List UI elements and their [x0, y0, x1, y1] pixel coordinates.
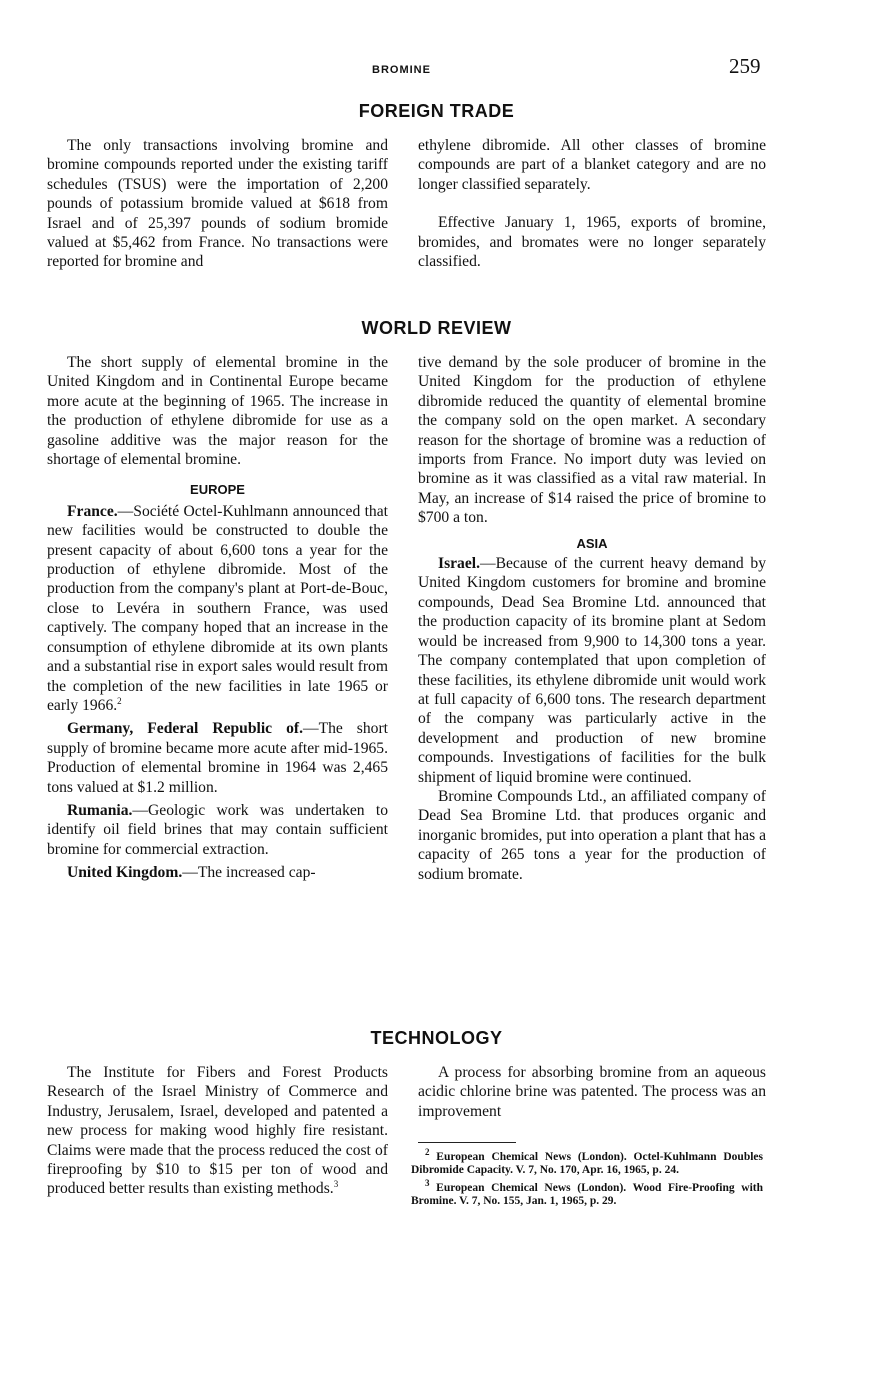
paragraph-uk [47, 863, 388, 882]
paragraph-israel [418, 554, 766, 787]
world-review-left-column [47, 353, 388, 883]
paragraph-intro: The short supply of elemental bromine in the United Kingdom and in Continental Europe became more acute at the beginning of 1965. The increase in the production of ethylene dibromide for use as a gasoline additive was the major reason for the shortage of elemental bromine. [47, 354, 388, 469]
footnote [411, 1178, 764, 1207]
foreign-trade-left-column [47, 136, 388, 272]
page-number: 259 [729, 54, 761, 78]
technology-left-column [47, 1063, 388, 1199]
paragraph: A process for absorbing bromine from an aqueous acidic chlorine brine was patented. The process was an improvement [418, 1064, 766, 1120]
paragraph-text: —Geologic work was undertaken to identify oil field brines that may contain sufficient bromine for commercial extraction. [47, 801, 388, 858]
paragraph-rumania [47, 801, 388, 859]
world-review-right-column [418, 353, 766, 884]
paragraph-uk-continued: tive demand by the sole producer of bromine in the United Kingdom for the production of ethylene dibromide reduced the quantity of elemental bromine the company sold on the open market. A secondary reason for the shortage of bromine was a reduction of imports from France. No import duty was levied on bromine as it was classified as a vital raw material. In May, an increase of $14 raised the price of bromine to $700 a ton. [418, 354, 766, 527]
running-title: BROMINE [372, 64, 431, 76]
paragraph: The only transactions involving bromine and bromine compounds reported under the existing tariff schedules (TSUS) were the importation of 2,200 pounds of potassium bromide valued at $618 from Israel and of 25,397 pounds of sodium bromide valued at $5,462 from France. No transactions were reported for bromine and [47, 137, 388, 271]
paragraph: ethylene dibromide. All other classes of bromine compounds are part of a blanket category and are no longer classified separately. [418, 137, 766, 193]
footnote-ref: 3 [333, 1179, 339, 1190]
run-in-head: Rumania. [67, 801, 133, 819]
paragraph-text: —The short supply of bromine became more acute after mid-1965. Production of elemental bromine in 1964 was 2,465 tons valued at $1.2 million. [47, 720, 388, 796]
paragraph: Effective January 1, 1965, exports of bromine, bromides, and bromates were no longer separately classified. [418, 214, 766, 271]
section-heading-world-review: WORLD REVIEW [361, 318, 512, 338]
footnote-text: European Chemical News (London). Octel-Kuhlmann Doubles Dibromide Capacity. V. 7, No. 170, Apr. 16, 1965, p. 24. [411, 1151, 763, 1176]
footnotes [411, 1147, 764, 1213]
run-in-head: United Kingdom. [67, 864, 183, 882]
run-in-head: France. [67, 502, 118, 520]
run-in-head: Israel. [438, 555, 481, 573]
run-in-head: Germany, Federal Republic of. [67, 720, 303, 738]
paragraph-text: —The increased cap- [182, 864, 316, 882]
paragraph-germany [47, 719, 388, 797]
foreign-trade-right-column [418, 136, 766, 271]
paragraph-text: —Because of the current heavy demand by United Kingdom customers for bromine and bromine compounds, Dead Sea Bromine Ltd. announced that the production capacity of its bromine plant at Sedom would be increased from 9,900 to 14,300 tons a year. The company contemplated that upon completion of these facilities, its ethylene dibromide unit would work at full capacity of 6,600 tons. The research department of the company was particularly active in the development and production of new bromine compounds. Investigations of facilities for the bulk shipment of liquid bromine were continued. [418, 555, 766, 786]
paragraph [47, 1063, 388, 1199]
paragraph-france [47, 502, 388, 715]
paragraph-bromine-compounds: Bromine Compounds Ltd., an affiliated company of Dead Sea Bromine Ltd. that produces organic and inorganic bromides, put into operation a plant that has a capacity of 265 tons a year for the production of sodium bromate. [418, 787, 766, 883]
footnote-mark: 2 [425, 1147, 430, 1158]
paragraph-text: The Institute for Fibers and Forest Products Research of the Israel Ministry of Commerce and Industry, Jerusalem, Israel, developed and patented a new process for making wood highly fire resistant. Claims were made that the process reduced the cost of fireproofing by $10 to $15 per ton of wood and produced better results than existing methods. [47, 1064, 388, 1198]
section-heading-technology: TECHNOLOGY [370, 1028, 503, 1048]
technology-right-column [418, 1063, 766, 1121]
subheading-asia: ASIA [576, 535, 608, 551]
footnote [411, 1147, 763, 1176]
footnote-ref: 2 [117, 695, 122, 706]
footnote-mark: 3 [425, 1178, 430, 1189]
subheading-europe: EUROPE [190, 482, 245, 498]
section-heading-foreign-trade: FOREIGN TRADE [358, 101, 515, 121]
footnote-text: European Chemical News (London). Wood Fire-Proofing with Bromine. V. 7, No. 155, Jan. 1, 1965, p. 29. [411, 1182, 764, 1207]
paragraph-text: —Société Octel-Kuhlmann announced that new facilities would be constructed to double the present capacity of about 6,600 tons a year for the production of ethylene dibromide. Most of the production from the company's plant at Port-de-Bouc, close to Levéra in southern France, was used captively. The company hoped that an increase in the consumption of ethylene dibromide at its own plants and a substantial rise in export sales would result from the completion of the new facilities in late 1965 or early 1966. [47, 502, 388, 714]
footnote-rule [418, 1142, 516, 1143]
